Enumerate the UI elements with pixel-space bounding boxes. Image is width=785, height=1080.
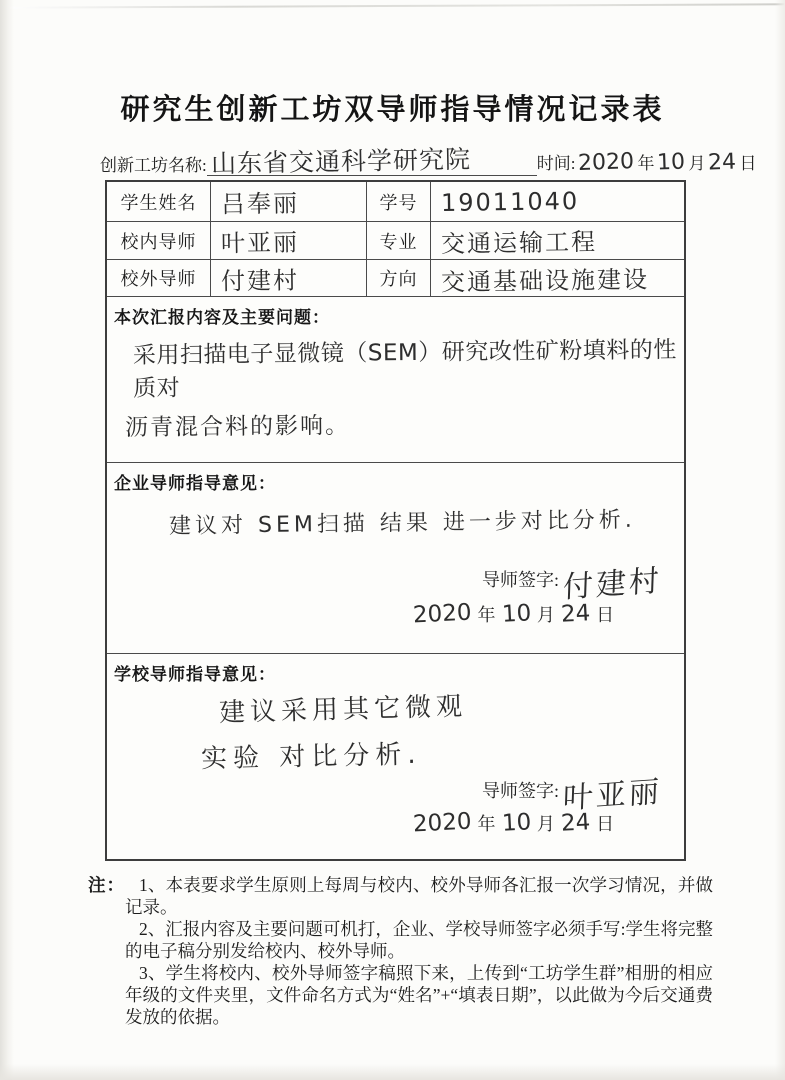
direction-field: [431, 260, 684, 296]
footnotes: [88, 874, 713, 1028]
student-name-field: [211, 182, 367, 221]
time-label: 时间:: [536, 154, 576, 173]
enterprise-signature-row: [481, 559, 663, 606]
enterprise-supervisor-section: [107, 463, 684, 654]
footnote-item-2: 2、汇报内容及主要问题可机打，企业、学校导师签字必须手写:学生将完整的电子稿分别发给校内、校外导师。: [125, 919, 713, 961]
school-date-day: 24: [560, 809, 591, 837]
time-day-value: 24: [708, 149, 737, 176]
scan-right-edge: [775, 0, 785, 1080]
report-section-label: 本次汇报内容及主要问题：: [114, 308, 330, 327]
direction-label: 方向: [367, 260, 431, 296]
school-date-year-suffix: 年: [477, 814, 496, 834]
enterprise-comment: 建议对 SEM扫描 结果 进一步对比分析.: [168, 507, 637, 540]
enterprise-date-month: 10: [500, 600, 532, 628]
student-id-label: 学号: [367, 182, 431, 221]
school-date-month-suffix: 月: [536, 814, 555, 834]
external-supervisor-field: [211, 260, 367, 296]
time-month-value: 10: [657, 149, 686, 176]
table-row-student: [107, 182, 684, 222]
form-meta-row: [100, 144, 757, 179]
time-year-value: 2020: [578, 149, 635, 176]
enterprise-section-label: 企业导师指导意见：: [114, 474, 276, 493]
footnotes-label: 注：: [88, 875, 125, 895]
student-id-field: [431, 182, 684, 221]
record-form-table: [105, 180, 686, 861]
school-date-day-suffix: 日: [596, 814, 615, 834]
workshop-name-label: 创新工坊名称:: [100, 156, 207, 175]
footnote-item-1: 1、本表要求学生原则上每周与校内、校外导师各汇报一次学习情况，并做记录。: [125, 875, 713, 917]
table-row-external-supervisor: [107, 260, 684, 297]
student-id-value: 19011040: [440, 186, 580, 217]
school-date-row: [407, 810, 614, 836]
school-date-month: 10: [500, 809, 532, 837]
time-year-suffix: 年: [637, 154, 655, 173]
external-supervisor-label: 校外导师: [107, 260, 211, 296]
enterprise-date-month-suffix: 月: [536, 605, 555, 625]
time-month-suffix: 月: [688, 154, 706, 173]
enterprise-date-year: 2020: [412, 599, 473, 629]
internal-supervisor-field: [211, 222, 367, 259]
school-comment-line2: 实验 对比分析.: [200, 739, 422, 775]
time-day-suffix: 日: [739, 154, 757, 173]
workshop-name-value: 山东省交通科学研究院: [210, 144, 472, 179]
scan-top-edge: [0, 3, 785, 8]
report-content-line2: 沥青混合料的影响。: [124, 412, 351, 442]
direction-value: 交通基础设施建设: [440, 265, 650, 296]
school-section-label: 学校导师指导意见：: [114, 665, 276, 684]
major-field: [431, 222, 684, 259]
external-supervisor-value: 付建村: [220, 265, 300, 296]
student-name-label: 学生姓名: [107, 182, 211, 221]
form-title: 研究生创新工坊双导师指导情况记录表: [120, 94, 665, 126]
scan-bottom-edge: [0, 1064, 785, 1080]
school-signature-row: [481, 770, 663, 817]
scan-left-edge: [0, 0, 14, 1080]
enterprise-date-row: [407, 601, 614, 627]
enterprise-date-day: 24: [560, 600, 591, 628]
table-row-internal-supervisor: [107, 222, 684, 260]
major-label: 专业: [367, 222, 431, 259]
internal-supervisor-value: 叶亚丽: [220, 228, 300, 258]
report-content-section: [107, 297, 684, 463]
enterprise-date-year-suffix: 年: [477, 605, 496, 625]
enterprise-date-day-suffix: 日: [596, 605, 615, 625]
school-date-year: 2020: [412, 808, 473, 838]
school-comment-line1: 建议采用其它微观: [218, 691, 468, 729]
school-supervisor-section: [107, 654, 684, 859]
major-value: 交通运输工程: [440, 227, 598, 259]
enterprise-sign-label: 导师签字:: [481, 570, 559, 590]
school-signature: 叶亚丽: [562, 774, 663, 817]
student-name-value: 吕奉丽: [220, 189, 300, 219]
internal-supervisor-label: 校内导师: [107, 222, 211, 259]
workshop-name-field: [207, 142, 537, 179]
footnotes-body: [125, 874, 713, 1028]
school-sign-label: 导师签字:: [481, 781, 559, 801]
report-content-line1: 采用扫描电子显微镜（SEM）研究改性矿粉填料的性质对: [132, 337, 677, 402]
footnote-item-3: 3、学生将校内、校外导师签字稿照下来，上传到“工坊学生群”相册的相应年级的文件夹里，文件命名方式为“姓名”+“填表日期”，以此做为今后交通费发放的依据。: [125, 963, 713, 1027]
enterprise-signature: 付建村: [562, 563, 663, 606]
form-date: [537, 149, 757, 176]
